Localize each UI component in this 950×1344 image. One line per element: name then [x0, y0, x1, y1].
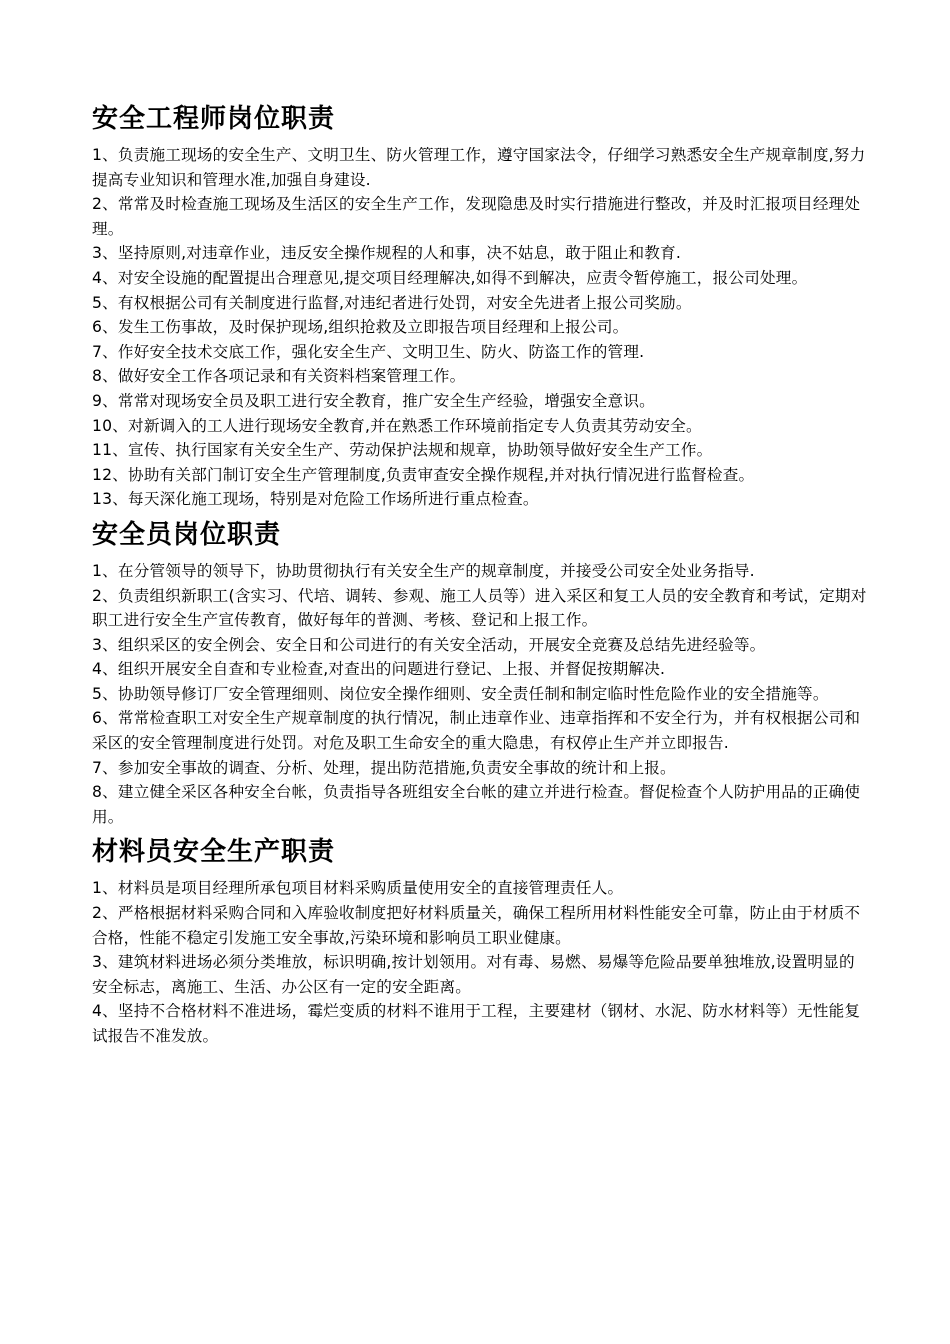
duty-item: 2、严格根据材料采购合同和入库验收制度把好材料质量关，确保工程所用材料性能安全可靠，防止由于材质不合格，性能不稳定引发施工安全事故,污染环境和影响员工职业健康。	[92, 904, 861, 947]
duty-item: 10、对新调入的工人进行现场安全教育,并在熟悉工作环境前指定专人负责其劳动安全。	[92, 416, 702, 435]
duty-item: 4、组织开展安全自查和专业检查,对查出的问题进行登记、上报、并督促按期解决.	[92, 660, 666, 679]
duty-item: 8、做好安全工作各项记录和有关资料档案管理工作。	[92, 367, 466, 386]
duty-item: 2、负责组织新职工(含实习、代培、调转、参观、施工人员等）进入采区和复工人员的安全教育和考试，定期对职工进行安全生产宣传教育，做好每年的普测、考核、登记和上报工作。	[92, 586, 867, 630]
duty-item: 2、常常及时检查施工现场及生活区的安全生产工作，发现隐患及时实行措施进行整改，并及时汇报项目经理处理。	[92, 195, 861, 238]
duty-item: 3、建筑材料进场必须分类堆放，标识明确,按计划领用。对有毒、易燃、易爆等危险品要单独堆放,设置明显的安全标志，离施工、生活、办公区有一定的安全距离。	[92, 953, 855, 996]
duty-item: 5、有权根据公司有关制度进行监督,对违纪者进行处罚，对安全先进者上报公司奖励。	[92, 293, 692, 312]
section-safety-engineer	[92, 102, 870, 512]
duty-item: 8、建立健全采区各种安全台帐，负责指导各班组安全台帐的建立并进行检查。督促检查个人防护用品的正确使用。	[92, 783, 861, 826]
duty-list	[92, 559, 870, 830]
section-title: 材料员安全生产职责	[92, 837, 336, 868]
duty-item: 6、常常检查职工对安全生产规章制度的执行情况，制止违章作业、违章指挥和不安全行为，并有权根据公司和采区的安全管理制度进行处罚。对危及职工生命安全的重大隐患，有权停止生产并立即报告.	[92, 709, 861, 753]
duty-item: 9、常常对现场安全员及职工进行安全教育，推广安全生产经验，增强安全意识。	[92, 391, 655, 410]
section-title: 安全员岗位职责	[92, 519, 282, 550]
duty-item: 4、对安全设施的配置提出合理意见,提交项目经理解决,如得不到解决，应责令暂停施工，报公司处理。	[92, 268, 808, 287]
duty-item: 11、宣传、执行国家有关安全生产、劳动保护法规和规章，协助领导做好安全生产工作。	[92, 441, 713, 460]
duty-item: 1、负责施工现场的安全生产、文明卫生、防火管理工作，遵守国家法令，仔细学习熟悉安全生产规章制度,努力提高专业知识和管理水准,加强自身建设.	[92, 146, 866, 189]
duty-item: 3、组织采区的安全例会、安全日和公司进行的有关安全活动，开展安全竞赛及总结先进经验等。	[92, 635, 766, 654]
duty-item: 3、坚持原则,对违章作业，违反安全操作规程的人和事，决不姑息，敢于阻止和教育.	[92, 244, 682, 263]
duty-item: 5、协助领导修订厂安全管理细则、岗位安全操作细则、安全责任制和制定临时性危险作业的安全措施等。	[92, 684, 829, 703]
section-safety-officer	[92, 518, 870, 830]
duty-list	[92, 876, 870, 1048]
duty-list	[92, 143, 870, 512]
duty-item: 4、坚持不合格材料不准进场，霉烂变质的材料不谁用于工程，主要建材（钢材、水泥、防水材料等）无性能复试报告不准发放。	[92, 1002, 861, 1045]
duty-item: 7、作好安全技术交底工作，强化安全生产、文明卫生、防火、防盗工作的管理.	[92, 342, 645, 361]
duty-item: 1、材料员是项目经理所承包项目材料采购质量使用安全的直接管理责任人。	[92, 879, 624, 898]
duty-item: 1、在分管领导的领导下，协助贯彻执行有关安全生产的规章制度，并接受公司安全处业务指导.	[92, 561, 755, 580]
duty-item: 7、参加安全事故的调查、分析、处理，提出防范措施,负责安全事故的统计和上报。	[92, 758, 676, 777]
document-page	[92, 102, 870, 1049]
duty-item: 6、发生工伤事故，及时保护现场,组织抢救及立即报告项目经理和上报公司。	[92, 318, 629, 337]
section-title: 安全工程师岗位职责	[92, 104, 336, 134]
duty-item: 12、协助有关部门制订安全生产管理制度,负责审查安全操作规程,并对执行情况进行监督检查。	[92, 465, 755, 484]
duty-item: 13、每天深化施工现场，特别是对危险工作场所进行重点检查。	[92, 490, 539, 509]
section-materials-officer	[92, 835, 870, 1048]
